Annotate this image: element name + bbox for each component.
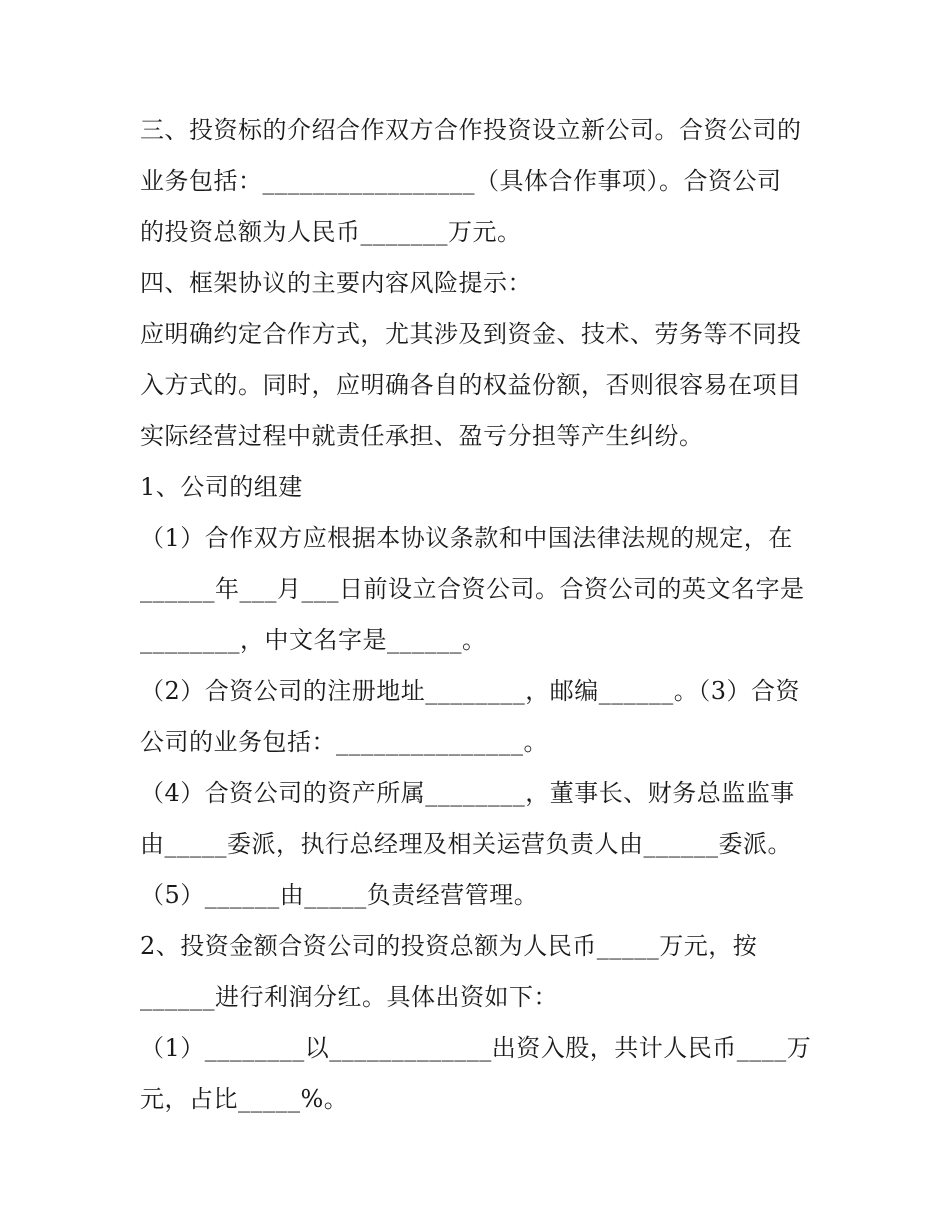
text-line: （1）合作双方应根据本协议条款和中国法律法规的规定，在 bbox=[140, 524, 793, 552]
text-line: 由_____委派，执行总经理及相关运营负责人由______委派。 bbox=[140, 830, 792, 858]
text-line: ______年___月___日前设立合资公司。合资公司的英文名字是 bbox=[140, 575, 805, 603]
text-line: 公司的业务包括：_______________。 bbox=[140, 728, 548, 756]
text-line: 三、投资标的介绍合作双方合作投资设立新公司。合资公司的 bbox=[140, 116, 802, 144]
text-line: 实际经营过程中就责任承担、盈亏分担等产生纠纷。 bbox=[140, 422, 704, 450]
text-line: ______进行利润分红。具体出资如下： bbox=[140, 983, 558, 1011]
text-line: （1）________以_____________出资入股，共计人民币____万 bbox=[140, 1034, 812, 1062]
section-heading: 1、公司的组建 bbox=[140, 473, 303, 501]
text-line: 入方式的。同时，应明确各自的权益份额，否则很容易在项目 bbox=[140, 371, 802, 399]
text-line: 元，占比_____%。 bbox=[140, 1085, 349, 1113]
text-line: 业务包括：_________________（具体合作事项）。合资公司 bbox=[140, 167, 782, 195]
text-line: （2）合资公司的注册地址________，邮编______。（3）合资 bbox=[140, 677, 801, 705]
text-line: （5）______由_____负责经营管理。 bbox=[140, 881, 539, 909]
section-heading: 2、投资金额合资公司的投资总额为人民币_____万元，按 bbox=[140, 932, 758, 960]
text-line: （4）合资公司的资产所属________，董事长、财务总监监事 bbox=[140, 779, 795, 807]
text-line: ________，中文名字是______。 bbox=[140, 626, 487, 654]
document-body bbox=[140, 105, 820, 1125]
section-heading: 四、框架协议的主要内容风险提示： bbox=[140, 269, 532, 297]
text-line: 应明确约定合作方式，尤其涉及到资金、技术、劳务等不同投 bbox=[140, 320, 802, 348]
text-line: 的投资总额为人民币_______万元。 bbox=[140, 218, 522, 246]
